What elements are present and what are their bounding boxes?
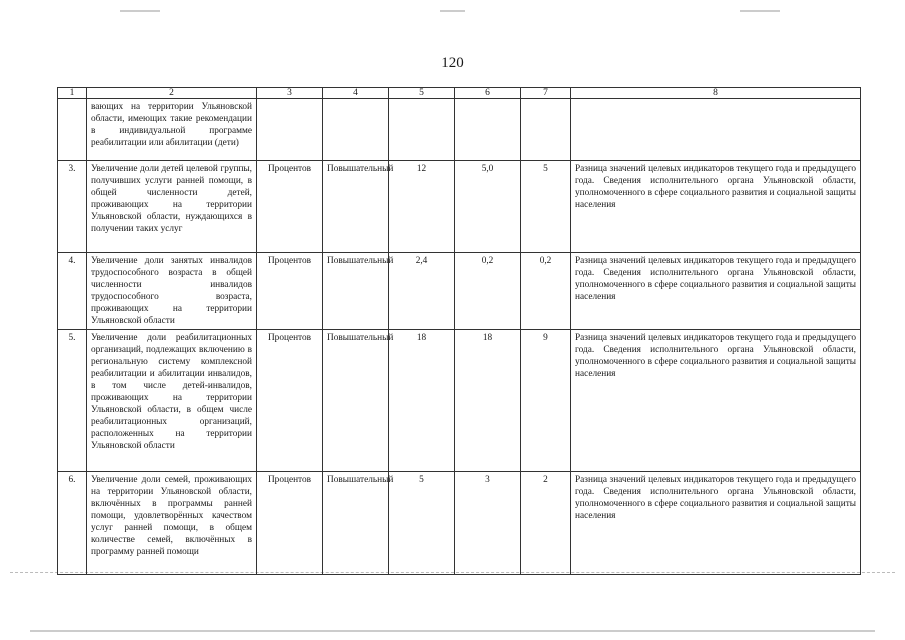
- table-row: [58, 253, 861, 330]
- value-col7: 0,2: [521, 253, 571, 330]
- column-header: 2: [87, 88, 257, 99]
- column-header: 8: [571, 88, 861, 99]
- row-number: 5.: [58, 330, 87, 472]
- unit-cell: [257, 99, 323, 161]
- value-col7: 2: [521, 472, 571, 575]
- indicator-name: Увеличение доли семей, проживающих на территории Ульяновской области, включённых в программы ранней помощи, удовлетворённых качеством услуг ранней помощи, в общем количестве семей, включённых в программу ранней помощи: [87, 472, 257, 575]
- unit-cell: Процентов: [257, 472, 323, 575]
- value-col5: 18: [389, 330, 455, 472]
- scan-artifact-mark: [30, 630, 875, 632]
- direction-cell: Повышательный: [323, 472, 389, 575]
- row-number: 6.: [58, 472, 87, 575]
- value-col5: 2,4: [389, 253, 455, 330]
- value-col7: 5: [521, 161, 571, 253]
- table-row: [58, 330, 861, 472]
- indicator-name: вающих на территории Ульяновской области, имеющих такие рекомендации в индивидуальной программе реабилитации или абилитации (дети): [87, 99, 257, 161]
- row-number: 4.: [58, 253, 87, 330]
- column-header: 3: [257, 88, 323, 99]
- unit-cell: Процентов: [257, 330, 323, 472]
- column-header: 5: [389, 88, 455, 99]
- value-col5: [389, 99, 455, 161]
- table-row: [58, 161, 861, 253]
- note-cell: Разница значений целевых индикаторов текущего года и предыдущего года. Сведения исполнительного органа Ульяновской области, уполномоченного в сфере социального развития и социальной защиты населения: [571, 253, 861, 330]
- indicator-name: Увеличение доли реабилитационных организаций, подлежащих включению в региональную систему комплексной реабилитации и абилитации инвалидов, в том числе детей-инвалидов, проживающих на территории Ульяновской области, в общем числе реабилитационных организаций, расположенных на территории Ульяновской области: [87, 330, 257, 472]
- note-cell: Разница значений целевых индикаторов текущего года и предыдущего года. Сведения исполнительного органа Ульяновской области, уполномоченного в сфере социального развития и социальной защиты населения: [571, 161, 861, 253]
- column-header: 1: [58, 88, 87, 99]
- direction-cell: Повышательный: [323, 330, 389, 472]
- indicators-table: [57, 87, 861, 575]
- table-header-row: [58, 88, 861, 99]
- note-cell: Разница значений целевых индикаторов текущего года и предыдущего года. Сведения исполнительного органа Ульяновской области, уполномоченного в сфере социального развития и социальной защиты населения: [571, 472, 861, 575]
- value-col6: 0,2: [455, 253, 521, 330]
- scan-artifact-mark: [440, 10, 465, 12]
- page-number: 120: [441, 55, 464, 71]
- indicator-name: Увеличение доли детей целевой группы, получивших услуги ранней помощи, в общей численности детей, проживающих на территории Ульяновской области, нуждающихся в получении таких услуг: [87, 161, 257, 253]
- table-row: [58, 472, 861, 575]
- value-col7: 9: [521, 330, 571, 472]
- value-col6: 18: [455, 330, 521, 472]
- unit-cell: Процентов: [257, 253, 323, 330]
- column-header: 6: [455, 88, 521, 99]
- scan-artifact-mark: [740, 10, 780, 12]
- value-col6: [455, 99, 521, 161]
- direction-cell: [323, 99, 389, 161]
- value-col7: [521, 99, 571, 161]
- value-col5: 5: [389, 472, 455, 575]
- note-cell: Разница значений целевых индикаторов текущего года и предыдущего года. Сведения исполнительного органа Ульяновской области, уполномоченного в сфере социального развития и социальной защиты населения: [571, 330, 861, 472]
- table-row: [58, 99, 861, 161]
- value-col5: 12: [389, 161, 455, 253]
- row-number: 3.: [58, 161, 87, 253]
- scan-artifact-mark: [120, 10, 160, 12]
- indicator-name: Увеличение доли занятых инвалидов трудоспособного возраста в общей численности инвалидов трудоспособного возраста, проживающих на территории Ульяновской области: [87, 253, 257, 330]
- column-header: 7: [521, 88, 571, 99]
- unit-cell: Процентов: [257, 161, 323, 253]
- value-col6: 3: [455, 472, 521, 575]
- note-cell: [571, 99, 861, 161]
- column-header: 4: [323, 88, 389, 99]
- direction-cell: Повышательный: [323, 253, 389, 330]
- value-col6: 5,0: [455, 161, 521, 253]
- row-number: [58, 99, 87, 161]
- direction-cell: Повышательный: [323, 161, 389, 253]
